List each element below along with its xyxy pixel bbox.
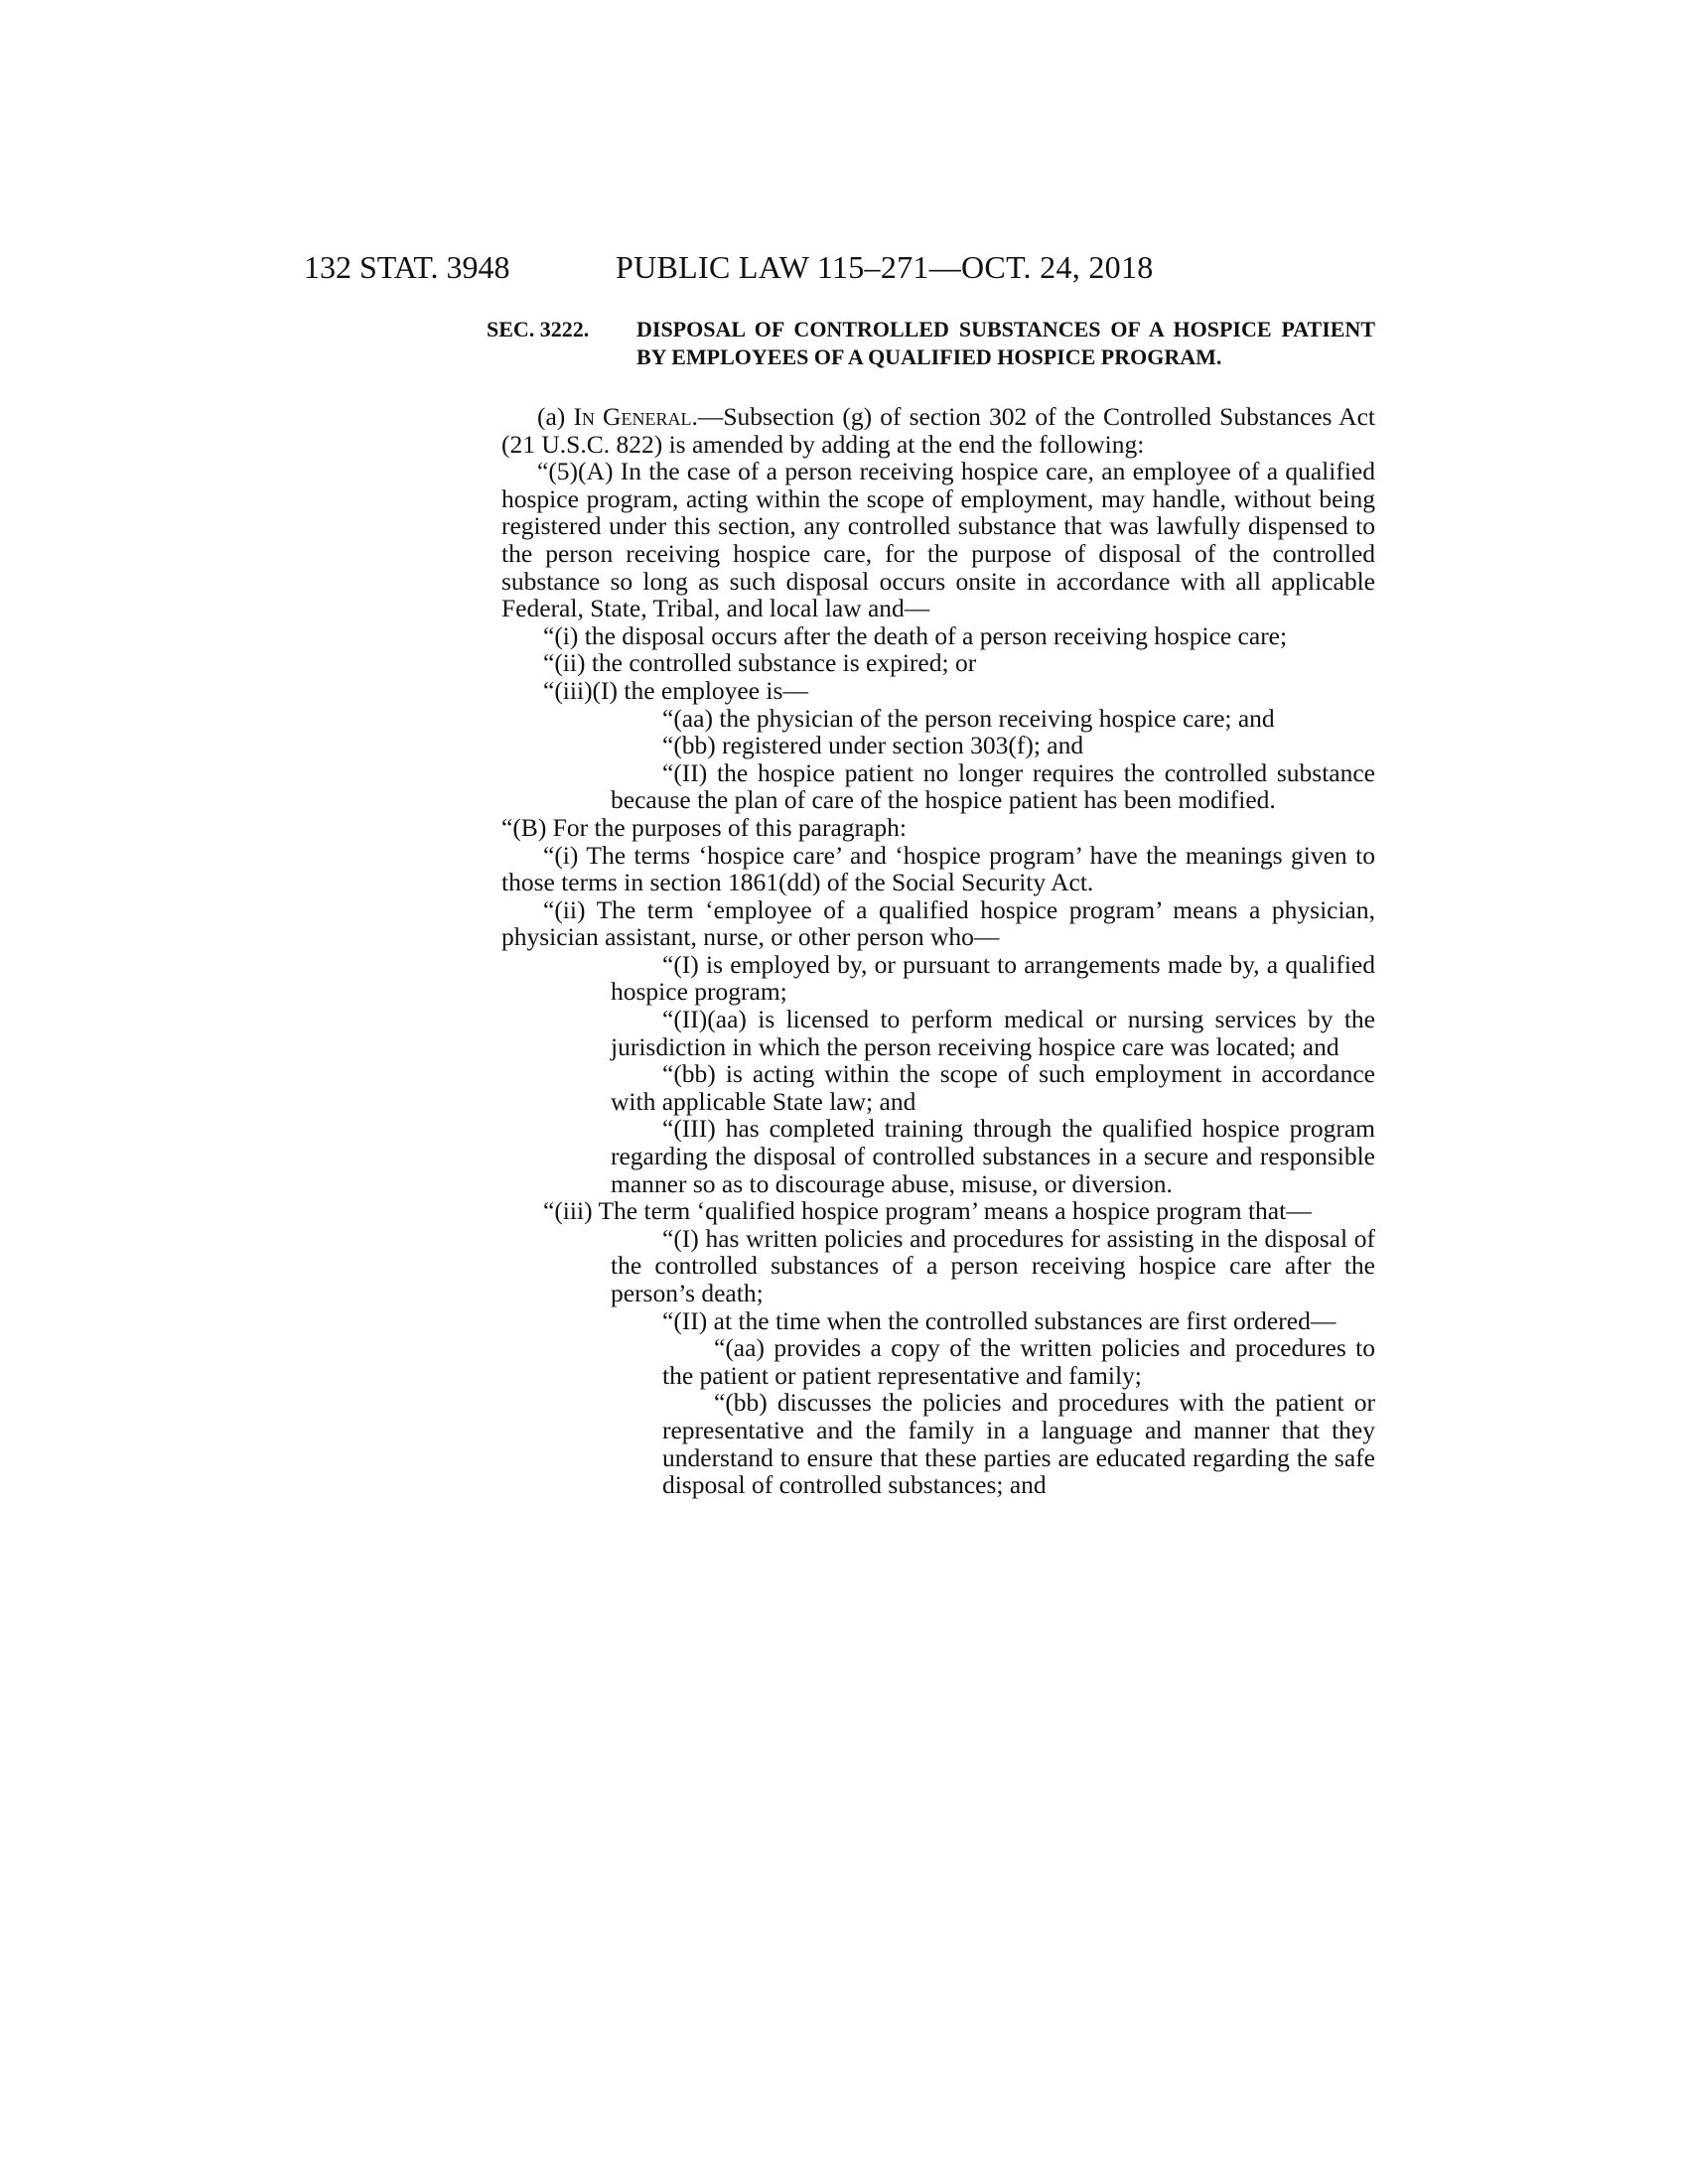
paragraph: “(iii) The term ‘qualified hospice program’ means a hospice program that— (543, 1196, 1312, 1226)
paragraph: “(II) the hospice patient no longer requires the controlled substance because the plan of care of the hospice patient has been modified. (611, 757, 1375, 815)
paragraph: “(ii) The term ‘employee of a qualified hospice program’ means a physician, physician assistant, nurse, or other person who— (501, 894, 1375, 952)
page-identifier: 132 STAT. 3948 (304, 249, 510, 285)
body-text (501, 403, 1375, 1499)
paragraph: “(II) at the time when the controlled substances are first ordered— (662, 1305, 1336, 1335)
paragraph: “(aa) the physician of the person receiving hospice care; and (662, 703, 1275, 733)
paragraph: “(bb) discusses the policies and procedures with the patient or representative and the family in a language and manner that they understand to ensure that these parties are educated regarding the safe disposal of controlled substances; and (662, 1388, 1375, 1500)
paragraph: “(aa) provides a copy of the written policies and procedures to the patient or patient representative and family; (662, 1333, 1375, 1390)
paragraph: “(bb) registered under section 303(f); and (662, 731, 1084, 760)
section-title: DISPOSAL OF CONTROLLED SUBSTANCES OF A HOSPICE PATIENT BY EMPLOYEES OF A QUALIFIED HOSPICE PROGRAM. (636, 317, 1375, 369)
paragraph: “(bb) is acting within the scope of such employment in accordance with applicable State law; and (611, 1059, 1375, 1116)
paragraph: “(B) For the purposes of this paragraph: (501, 812, 907, 842)
paragraph: “(I) is employed by, or pursuant to arrangements made by, a qualified hospice program; (611, 949, 1375, 1007)
running-header (0, 244, 1688, 290)
paragraph: “(i) the disposal occurs after the death of a person receiving hospice care; (543, 620, 1288, 650)
paragraph: “(i) The terms ‘hospice care’ and ‘hospice program’ have the meanings given to those terms in section 1861(dd) of the Social Security Act. (501, 840, 1375, 897)
paragraph: “(III) has completed training through the qualified hospice program regarding the disposal of controlled substances in a secure and responsible manner so as to discourage abuse, misuse, or diversion. (611, 1114, 1375, 1198)
paragraph: “(iii)(I) the employee is— (543, 675, 808, 705)
paragraph: “(I) has written policies and procedures for assisting in the disposal of the controlled substances of a person receiving hospice care after the person’s death; (611, 1223, 1375, 1307)
paragraph: “(5)(A) In the case of a person receiving hospice care, an employee of a qualified hospice program, acting within the scope of employment, may handle, without being registered under this section, any controlled substance that was lawfully dispensed to the person receiving hospice care, for the purpose of disposal of the controlled substance so long as such disposal occurs onsite in accordance with all applicable Federal, State, Tribal, and local law and— (501, 457, 1375, 623)
section-heading (487, 316, 1375, 371)
running-head-title: PUBLIC LAW 115–271—OCT. 24, 2018 (616, 249, 1154, 285)
paragraph: “(II)(aa) is licensed to perform medical or nursing services by the jurisdiction in which the person receiving hospice care was located; and (611, 1005, 1375, 1061)
paragraph: “(ii) the controlled substance is expired; or (543, 648, 977, 678)
subsection-caption: In General (573, 402, 692, 431)
section-number: SEC. 3222. (487, 317, 590, 341)
paragraph: (a) In General.—Subsection (g) of section 302 of the Controlled Substances Act (21 U.S.C. 822) is amended by adding at the end the following: (501, 402, 1376, 459)
